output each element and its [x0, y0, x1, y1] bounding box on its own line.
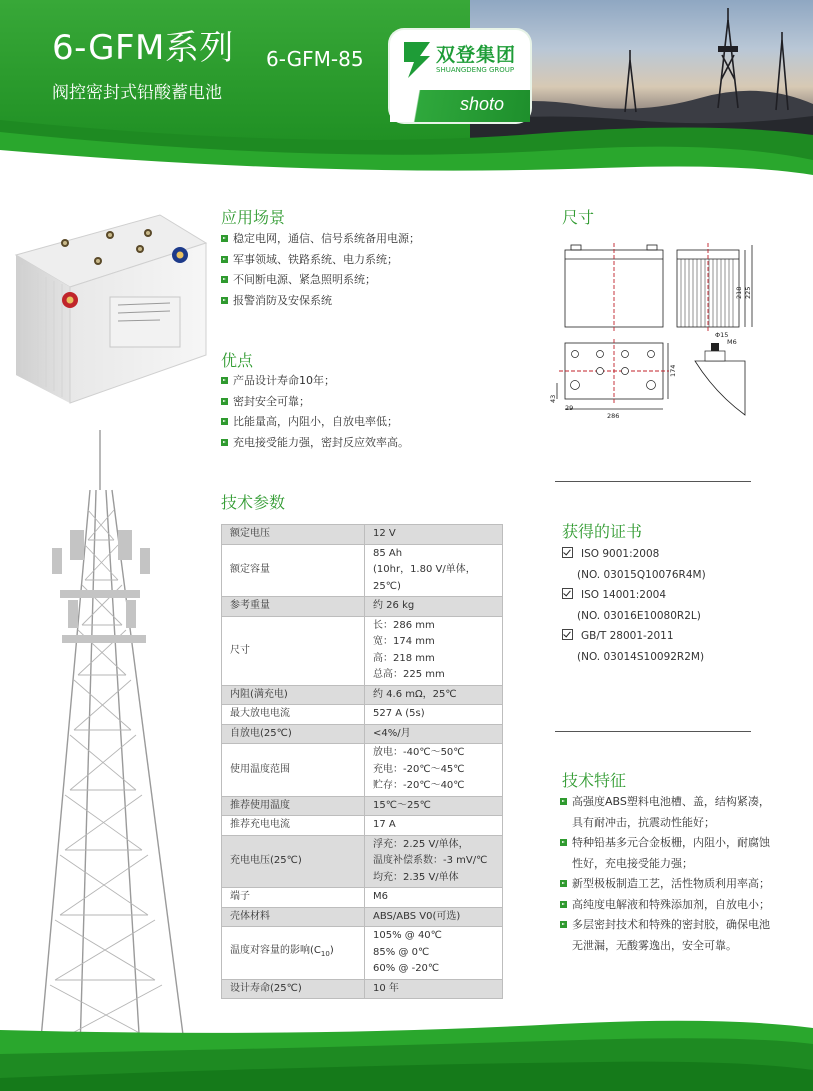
- certificate-item: ISO 9001:2008: [562, 544, 762, 565]
- list-item: 充电接受能力强，密封反应效率高。: [221, 433, 521, 454]
- table-row: 内阻(满充电) 约 4.6 mΩ，25℃: [222, 685, 503, 705]
- bullet-icon: [560, 839, 567, 846]
- table-row: 最大放电电流 527 A (5s): [222, 705, 503, 725]
- advantages-title: 优点: [221, 351, 254, 370]
- certificates-title: 获得的证书: [562, 522, 643, 541]
- logo-english-name: SHUANGDENG GROUP: [436, 66, 515, 74]
- series-title: 6-GFM系列: [52, 28, 234, 68]
- table-row: 端子 M6: [222, 888, 503, 908]
- table-row: 参考重量 约 26 kg: [222, 597, 503, 617]
- list-item: 新型极板制造工艺，活性物质利用率高；: [560, 874, 772, 895]
- dim-length-label: 286: [607, 412, 620, 420]
- footer-green-swoosh: [0, 1010, 813, 1091]
- list-item: 多层密封技术和特殊的密封胶，确保电池 无泄漏，无酸雾逸出，安全可靠。: [560, 915, 772, 956]
- table-row: 额定容量 85 Ah (10hr，1.80 V/单体，25℃): [222, 544, 503, 597]
- checkbox-checked-icon: [562, 588, 573, 599]
- bullet-icon: [221, 418, 228, 425]
- list-item: 报警消防及安保系统: [221, 291, 521, 312]
- page-header: [0, 0, 813, 175]
- table-row: 自放电(25℃) <4%/月: [222, 724, 503, 744]
- dim-side-a-label: 43: [549, 394, 557, 403]
- features-list: [560, 792, 772, 956]
- product-subtitle: 阀控密封式铅酸蓄电池: [52, 83, 222, 103]
- logo-chinese-name: 双登集团: [436, 44, 517, 66]
- table-row: 推荐充电电流 17 A: [222, 816, 503, 836]
- list-item: 稳定电网，通信、信号系统备用电源；: [221, 229, 521, 250]
- bullet-icon: [560, 798, 567, 805]
- dim-width-label: 174: [669, 364, 677, 377]
- bullet-icon: [221, 398, 228, 405]
- divider: [555, 731, 751, 732]
- dim-terminal-diameter-label: Φ15: [715, 331, 729, 339]
- table-row: 温度对容量的影响$(C_{10})$ 105% @ 40℃ 85% @ 0℃ 60% @ -20℃: [222, 927, 503, 980]
- certificate-item: ISO 14001:2004: [562, 585, 762, 606]
- table-row: 充电电压(25℃) 浮充：2.25 V/单体， 温度补偿系数：-3 mV/℃ 均充：2.35 V/单体: [222, 835, 503, 888]
- specs-title: 技术参数: [221, 493, 286, 512]
- certificate-list: [562, 544, 762, 667]
- application-title: 应用场景: [221, 208, 286, 227]
- dim-height-label: 218: [735, 286, 743, 299]
- logo-brand: shoto: [460, 94, 505, 114]
- bullet-icon: [560, 880, 567, 887]
- certificate-number: (NO. 03016E10080R2L): [577, 609, 701, 622]
- bullet-icon: [221, 377, 228, 384]
- bullet-icon: [221, 439, 228, 446]
- divider: [555, 481, 751, 482]
- logo-mark-icon: [400, 40, 434, 80]
- table-row: 设计寿命(25℃) 10 年: [222, 979, 503, 999]
- list-item: 不间断电源、紧急照明系统；: [221, 270, 521, 291]
- table-row: 尺寸 长：286 mm 宽：174 mm 高：218 mm 总高：225 mm: [222, 616, 503, 685]
- list-item: 军事领域、铁路系统、电力系统；: [221, 250, 521, 271]
- dim-total-height-label: 225: [744, 286, 752, 299]
- specs-table: [221, 524, 503, 999]
- table-row: 推荐使用温度 15℃～25℃: [222, 796, 503, 816]
- features-title: 技术特征: [562, 771, 627, 790]
- table-row: 使用温度范围 放电：-40℃～50℃ 充电：-20℃～45℃ 贮存：-20℃～40℃: [222, 744, 503, 797]
- lattice-tower-image: [0, 430, 220, 1050]
- advantages-list: [221, 371, 521, 453]
- battery-product-image: [10, 205, 210, 405]
- checkbox-checked-icon: [562, 629, 573, 640]
- list-item: 密封安全可靠；: [221, 392, 521, 413]
- certificate-number: (NO. 03014S10092R2M): [577, 650, 705, 663]
- bullet-icon: [221, 235, 228, 242]
- list-item: 高纯度电解液和特殊添加剂，自放电小；: [560, 895, 772, 916]
- bullet-icon: [221, 256, 228, 263]
- certificate-item: GB/T 28001-2011: [562, 626, 762, 647]
- bullet-icon: [221, 297, 228, 304]
- list-item: 比能量高，内阻小，自放电率低；: [221, 412, 521, 433]
- dim-bolt-label: M6: [727, 338, 737, 346]
- list-item: 高强度ABS塑料电池槽、盖，结构紧凑， 具有耐冲击，抗震动性能好；: [560, 792, 772, 833]
- table-row: 额定电压 12 V: [222, 525, 503, 545]
- table-row: 壳体材料 ABS/ABS V0(可选): [222, 907, 503, 927]
- dimensions-title: 尺寸: [562, 208, 595, 227]
- list-item: 特种铅基多元合金板栅，内阻小，耐腐蚀 性好，充电接受能力强；: [560, 833, 772, 874]
- model-code: 6-GFM-85: [266, 47, 364, 71]
- company-logo: [390, 30, 530, 122]
- list-item: 产品设计寿命10年；: [221, 371, 521, 392]
- application-list: [221, 229, 521, 311]
- bullet-icon: [560, 921, 567, 928]
- checkbox-checked-icon: [562, 547, 573, 558]
- bullet-icon: [221, 276, 228, 283]
- certificate-number: (NO. 03015Q10076R4M): [577, 568, 706, 581]
- bullet-icon: [560, 901, 567, 908]
- dim-side-b-label: 29: [565, 404, 574, 412]
- dimension-drawings: [549, 243, 755, 423]
